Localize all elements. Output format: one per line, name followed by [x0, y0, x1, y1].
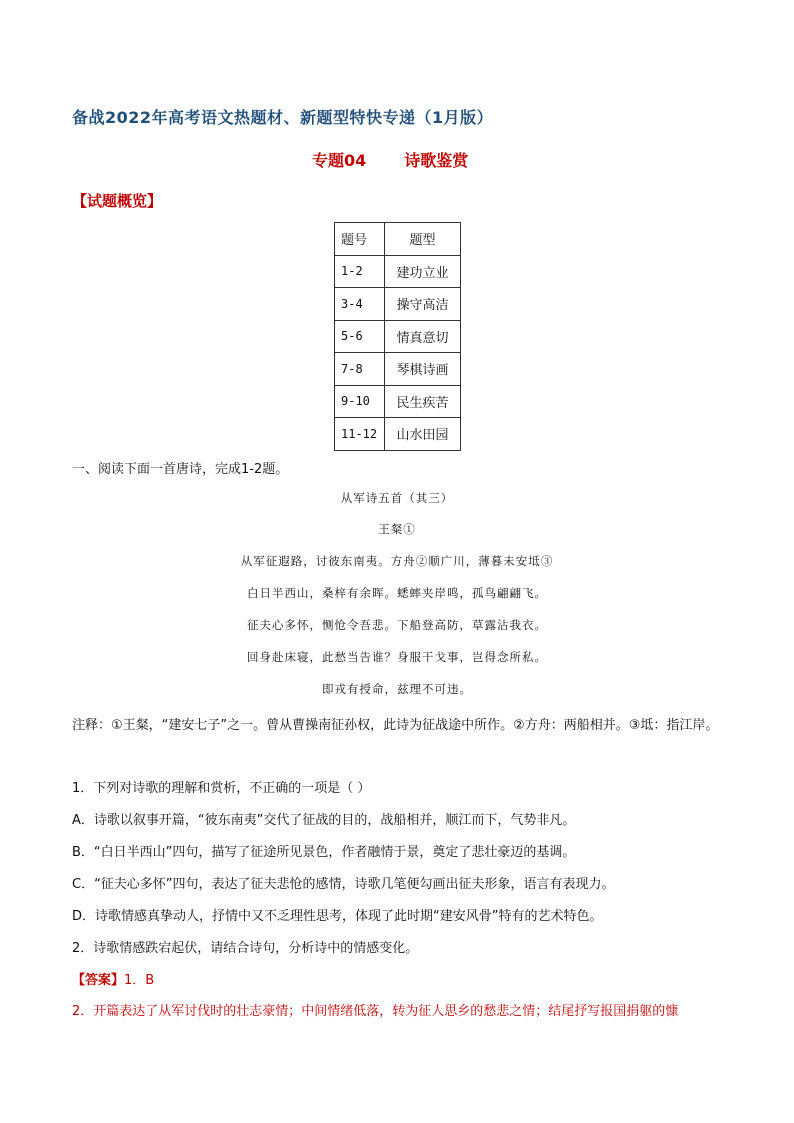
table-row [335, 418, 461, 451]
question-2: 2．诗歌情感跌宕起伏，请结合诗句，分析诗中的情感变化。 [72, 941, 419, 956]
answer-1: 1．B [124, 973, 155, 988]
question-number-cell: 3-4 [335, 288, 385, 321]
column-header-number: 题号 [335, 223, 385, 256]
column-header-type: 题型 [385, 223, 461, 256]
table-row [335, 255, 461, 288]
question-type-cell: 琴棋诗画 [385, 353, 461, 386]
option-a: A．诗歌以叙事开篇，“彼东南夷”交代了征战的目的，战船相并，顺江而下，气势非凡。 [72, 813, 576, 828]
answer-line [72, 969, 154, 988]
table-row [335, 385, 461, 418]
topic-name: 诗歌鉴赏 [404, 151, 469, 170]
overview-label: 【试题概览】 [72, 192, 163, 210]
poem-title: 从军诗五首（其三） [340, 491, 454, 505]
table-header-row [335, 223, 461, 256]
option-d: D．诗歌情感真挚动人，抒情中又不乏理性思考，体现了此时期“建安风骨”特有的艺术特色。 [72, 909, 603, 924]
overview-table [334, 222, 461, 451]
question-1: 1．下列对诗歌的理解和赏析，不正确的一项是（ ） [72, 781, 371, 796]
poem-line: 征夫心多怀，恻怆令吾悲。下船登高防，草露沾我衣。 [247, 618, 547, 632]
question-number-cell: 11-12 [335, 418, 385, 451]
question-type-cell: 民生疾苦 [385, 385, 461, 418]
question-type-cell: 情真意切 [385, 320, 461, 353]
question-number-cell: 9-10 [335, 385, 385, 418]
poem-note: 注释：①王粲，“建安七子”之一。曾从曹操南征孙权，此诗为征战途中所作。②方舟：两船相并。③坻：指江岸。 [72, 718, 719, 733]
poem-author: 王粲① [378, 522, 416, 536]
table-row [335, 353, 461, 386]
question-number-cell: 1-2 [335, 255, 385, 288]
answer-label: 【答案】 [72, 973, 125, 988]
poem-line: 回身赴床寝，此愁当告谁？身服干戈事，岂得念所私。 [247, 650, 547, 664]
question-number-cell: 5-6 [335, 320, 385, 353]
section-intro: 一、阅读下面一首唐诗，完成1-2题。 [72, 462, 289, 477]
question-type-cell: 建功立业 [385, 255, 461, 288]
topic-heading [312, 148, 468, 171]
table-row [335, 320, 461, 353]
document-title: 备战2022年高考语文热题材、新题型特快专递（1月版） [72, 108, 494, 127]
table-row [335, 288, 461, 321]
question-type-cell: 操守高洁 [385, 288, 461, 321]
topic-number: 专题04 [312, 151, 367, 170]
question-number-cell: 7-8 [335, 353, 385, 386]
question-type-cell: 山水田园 [385, 418, 461, 451]
option-b: B．“白日半西山”四句，描写了征途所见景色，作者融情于景，奠定了悲壮豪迈的基调。 [72, 845, 576, 860]
poem-line: 白日半西山，桑梓有余晖。蟋蟀夹岸鸣，孤鸟翩翩飞。 [247, 586, 547, 600]
poem-line: 即戎有授命，兹理不可违。 [322, 682, 472, 696]
option-c: C．“征夫心多怀”四句，表达了征夫悲怆的感情，诗歌几笔便勾画出征夫形象，语言有表现力。 [72, 877, 615, 892]
poem-line: 从军征遐路，讨彼东南夷。方舟②顺广川，薄暮未安坻③ [240, 554, 554, 568]
answer-2: 2．开篇表达了从军讨伐时的壮志豪情；中间情绪低落，转为征人思乡的愁悲之情；结尾抒写报国捐躯的慷 [72, 1004, 679, 1019]
